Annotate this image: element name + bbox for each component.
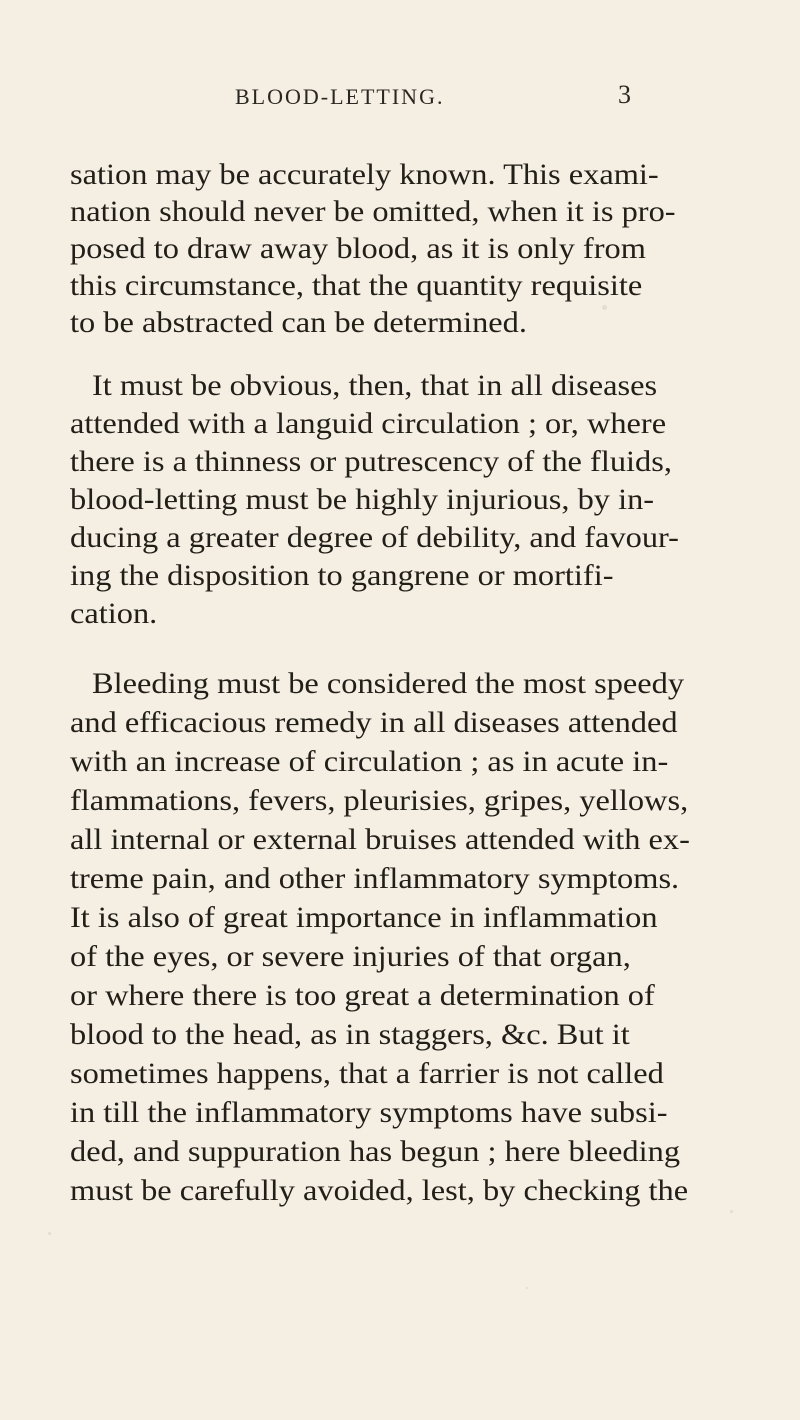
text-line: there is a thinness or putrescency of the fluids, xyxy=(70,445,672,478)
paper-speck xyxy=(48,1232,51,1235)
text-line: in till the inflammatory symptoms have subsi- xyxy=(70,1096,668,1129)
text-line: this circumstance, that the quantity requisite xyxy=(70,269,643,302)
text-line: posed to draw away blood, as it is only from xyxy=(70,232,646,265)
text-line: flammations, fevers, pleurisies, gripes, yellows, xyxy=(70,784,689,817)
text-line: blood to the head, as in staggers, &c. But it xyxy=(70,1018,630,1051)
text-line: cation. xyxy=(70,597,158,630)
text-line: nation should never be omitted, when it is pro- xyxy=(70,195,676,228)
text-line: sation may be accurately known. This exami- xyxy=(70,158,659,191)
text-line: with an increase of circulation ; as in acute in- xyxy=(70,745,669,778)
text-line: treme pain, and other inflammatory symptoms. xyxy=(70,862,680,895)
text-line: Bleeding must be considered the most speedy xyxy=(92,667,685,700)
page-number: 3 xyxy=(618,80,631,109)
paper-speck xyxy=(602,305,607,310)
text-line: of the eyes, or severe injuries of that organ, xyxy=(70,940,631,973)
text-line: and efficacious remedy in all diseases attended xyxy=(70,706,678,739)
text-line: blood-letting must be highly injurious, by in- xyxy=(70,483,655,516)
text-line: to be abstracted can be determined. xyxy=(70,306,527,339)
paper-speck xyxy=(526,1287,528,1289)
text-line: attended with a languid circulation ; or, where xyxy=(70,407,667,440)
text-line: sometimes happens, that a farrier is not called xyxy=(70,1057,664,1090)
text-line: must be carefully avoided, lest, by checking the xyxy=(70,1174,689,1207)
text-line: It must be obvious, then, that in all diseases xyxy=(92,369,658,402)
text-line: or where there is too great a determination of xyxy=(70,979,655,1012)
text-line: all internal or external bruises attended with ex- xyxy=(70,823,690,856)
text-line: ducing a greater degree of debility, and favour- xyxy=(70,521,679,554)
text-line: ing the disposition to gangrene or mortifi- xyxy=(70,559,614,592)
text-line: ded, and suppuration has begun ; here bleeding xyxy=(70,1135,681,1168)
paper-speck xyxy=(730,1210,733,1213)
text-line: It is also of great importance in inflammation xyxy=(70,901,658,934)
running-head: BLOOD-LETTING. xyxy=(235,84,445,109)
